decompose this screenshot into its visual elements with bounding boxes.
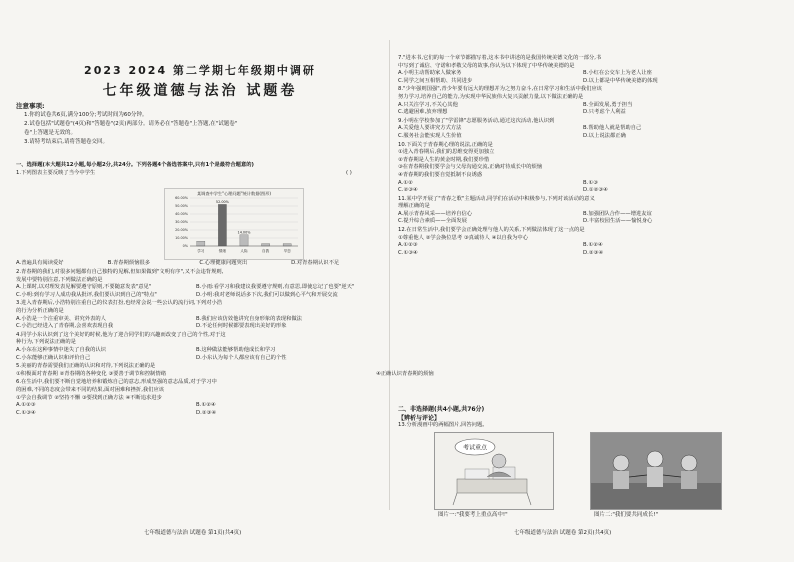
options-row	[398, 242, 776, 257]
answer-option[interactable]: A.小明主动帮助家人做家务	[398, 70, 462, 77]
right-question-list	[398, 54, 776, 257]
cartoon-bubble-text: 考试重点	[462, 444, 488, 452]
answer-option[interactable]: B.小红在公交车上为老人让座	[583, 70, 652, 77]
chart-ytick-label: 60.00%	[175, 196, 188, 201]
question-line: ②青春期是人生的黄金时期,我们要珍惜	[398, 156, 490, 163]
chart-ytick-label: 50.00%	[175, 204, 188, 209]
answer-option[interactable]: A.小浩是一个注重审美、讲究外表的人	[16, 315, 106, 322]
bar-chart-svg	[164, 188, 304, 260]
left-question-4	[16, 379, 384, 417]
question-line: 7."进本书,它们的每一个章节都描写着,这本书中讲述的是我国传统美德文化的一部分,书	[398, 55, 602, 61]
answer-option[interactable]: B.①②④	[583, 242, 603, 249]
cartoon-caption-2: 图片二:"我们要共同成长!"	[594, 512, 659, 518]
section-one	[16, 162, 384, 177]
option-row	[16, 260, 384, 268]
cartoon-group-illustration	[591, 433, 721, 509]
answer-option[interactable]: C.提升综合素质——全面发展	[398, 218, 467, 225]
q1-option-d[interactable]: D.对青春期认识不足	[291, 260, 340, 266]
chart-value-label: 52.00%	[215, 200, 229, 205]
answer-option[interactable]: D.丰富校园生活——愉悦身心	[583, 218, 653, 225]
question-line: 种行为,下列说法正确的是	[16, 339, 76, 346]
question-1-text: 1.下列图表主要反映了当今中学生	[16, 169, 96, 176]
question-1-paren: ( )	[346, 169, 352, 176]
left-question-0	[16, 269, 384, 299]
question-line: 8."少年强则国强",青少年要有远大的理想并为之努力奋斗,在日常学习和生活中我们应该	[398, 86, 602, 93]
answer-option[interactable]: A.①②③	[398, 242, 418, 249]
answer-option[interactable]: B.这种做法能够帮助他成长和学习	[196, 346, 276, 353]
notes-item: 3.请特考结束后,请将答题卷交回。	[24, 139, 108, 145]
right-question-2	[398, 118, 776, 141]
answer-option[interactable]: A.小东在这种事情中迷失了自我的认识	[16, 346, 106, 353]
question-1-options	[16, 260, 384, 268]
question-line: 11.某中学开展了"青春之歌"主题活动,同学们在活动中积极参与,下列对该活动的意义	[398, 195, 595, 202]
exam-title: 2023 2024 第二学期七年级期中调研	[84, 64, 316, 77]
question-line: 2.青春期的我们,对很多问题都有自己独特的见解,但如果做到"文明有序",又不会违背规则,	[16, 269, 224, 275]
question-line: 3.进入青春期后,小浩特别注重自己的仪表打扮,也经常会说一些公认的流行词,下列对小浩	[16, 300, 223, 307]
question-line: 的行为分析正确的是	[16, 307, 64, 314]
answer-option[interactable]: B.加强团队合作——增进友谊	[583, 210, 652, 217]
right-question-4	[398, 196, 776, 226]
answer-option[interactable]: C.小东能够正确认识和评价自己	[16, 354, 91, 361]
answer-option[interactable]: C.同学之间互相帮助、共同进步	[398, 77, 473, 84]
answer-option[interactable]: C.①③④	[398, 249, 418, 256]
answer-option[interactable]: D.小东认为每个人都应该有自己的个性	[196, 354, 287, 361]
question-line: 12.在日常生活中,我们要学会正确处理与他人的关系,下列做法体现了这一点的是	[398, 227, 585, 234]
answer-option[interactable]: B.全面发展,勇于担当	[583, 101, 633, 108]
answer-option[interactable]: A.上课时,以对理发表见解要遵守原则,不要随意发表"意见"	[16, 284, 152, 291]
chart-category-label: 早恋	[283, 249, 291, 253]
options-row	[16, 347, 384, 362]
question-line: ④青春期的我们要自觉抵制不良诱惑	[398, 171, 483, 178]
answer-option[interactable]: D.只考虑个人利益	[583, 109, 626, 116]
chart-ytick-label: 0%	[182, 244, 188, 249]
question-line: 的困难,不同的态度会带来不同的结果,面对困难和挫折,我们应该	[16, 386, 165, 393]
answer-option[interactable]: A.①②③	[16, 402, 36, 409]
chart-bar	[218, 204, 226, 246]
cartoon-image-1	[434, 432, 554, 510]
right-column	[394, 0, 780, 562]
options-row	[398, 180, 776, 195]
cartoon-image-2	[590, 432, 722, 510]
chart-ytick-label: 20.00%	[175, 228, 188, 233]
left-question-1	[16, 300, 384, 330]
answer-option[interactable]: C.①③④	[16, 409, 36, 416]
right-question-1	[398, 86, 776, 116]
notes-item: 1.你的试卷共6页,满分100分;考试时间为60分钟。	[24, 112, 148, 118]
question-line: 中写到了诚信、守诺和孝敬父母的故事,你认为以下体现了中华传统美德的是	[398, 62, 575, 69]
section-one-heading: 一、选择题(本大题共12小题,每小题2分,共24分。下列各题4个备选答案中,只有1个是最符合题意的)	[16, 162, 254, 168]
q1-option-a[interactable]: A.普遍具有阅读爱好	[16, 260, 64, 266]
options-row	[398, 211, 776, 226]
answer-option[interactable]: A.只关注学习,不关心其他	[398, 101, 458, 108]
chart-category-label: 人际	[240, 249, 248, 253]
footer-right: 七年级道德与法治 试题卷 第2页(共4页)	[514, 530, 612, 536]
chart-category-label: 学习	[197, 249, 205, 253]
left-question-3	[16, 363, 434, 378]
left-question-list	[16, 268, 434, 417]
answer-option[interactable]: B.小雨:看学习和我建议我要遵守规则,有意思,即使忘记了也要"逆天"	[196, 284, 355, 291]
footer-left: 七年级道德与法治 试题卷 第1页(共4页)	[144, 530, 242, 536]
q1-option-c[interactable]: C.心理健康问题突出	[199, 260, 248, 266]
answer-option[interactable]: ①积极面对青春期 ②青春期的各种变化 ③要善于调节和控制情绪	[16, 370, 167, 377]
answer-option[interactable]: B.①③	[583, 179, 598, 186]
answer-option[interactable]: C.小浩已经进入了青春期,会喜欢表现自我	[16, 323, 114, 330]
chart-ytick-label: 40.00%	[175, 212, 188, 217]
chart-bar	[240, 235, 248, 246]
exam-subtitle: 七年级道德与法治 试题卷	[102, 83, 298, 99]
chart-category-label: 情绪	[218, 249, 226, 253]
question-line: 9.小明在学校参加了"学雷锋"志愿服务活动,通过这次活动,他认识到	[398, 117, 555, 124]
question-line: ①学会自我调节 ②坚持不懈 ③要找到正确方法 ④不断追求进步	[16, 394, 162, 401]
answer-option[interactable]: A.展示青春风采——培养自信心	[398, 210, 473, 217]
answer-option[interactable]: A.①②	[398, 179, 413, 186]
notes-item: 2.试卷包括"试题卷"(4页)和"答题卷"(2页)两部分。请务必在"答题卷"上答题,在"试题卷"	[24, 121, 238, 127]
section-two-sub: 【辨析与评论】	[398, 415, 441, 422]
answer-option[interactable]: C.服务社会能实现人生价值	[398, 132, 462, 139]
options-row	[398, 70, 776, 85]
chart-bar	[261, 244, 269, 246]
question-line: 6.在生活中,我们要不断自觉地培养和锻炼自己的意志,形成坚强的意志品质,对于学习中	[16, 379, 217, 386]
answer-option[interactable]: D.小明:我对老师说话多下次,我们可以做到心平气和开展交流	[196, 291, 338, 298]
chart-ytick-label: 30.00%	[175, 220, 188, 225]
options-row	[16, 402, 384, 417]
chart-ytick-label: 10.00%	[175, 236, 188, 241]
cartoon-caption-1: 图片一:"我要考上重点高中!"	[438, 512, 508, 518]
q1-option-b[interactable]: B.青春期烦恼很多	[107, 260, 151, 266]
answer-option[interactable]: A.关爱他人要讲究方式方法	[398, 125, 462, 132]
answer-option[interactable]: B.帮助他人就是帮助自己	[583, 125, 642, 132]
question-line: 努力学习,培养自己的能力,为实现中华民族伟大复兴贡献力量,以下做法正确的是	[398, 93, 584, 100]
answer-option[interactable]: C.②③④	[398, 187, 418, 194]
bar-chart	[164, 188, 304, 260]
right-question-3	[398, 142, 776, 195]
answer-option[interactable]: D.①②③④	[583, 187, 608, 194]
answer-option[interactable]: D.②③④	[196, 409, 217, 416]
answer-option[interactable]: B.①②④	[196, 402, 216, 409]
options-row	[16, 370, 434, 379]
cartoon-study-illustration	[435, 433, 553, 509]
chart-bar	[283, 244, 291, 246]
question-line: 理解正确的是	[398, 203, 430, 210]
answer-option[interactable]: C.小明:到有学习人成功我从批评,我们要认识到自己的"特点"	[16, 291, 157, 298]
chart-bar	[197, 241, 205, 246]
question-line: 4.同学小东认识到了这个美好的时候,他为了迎合同学们的兴趣而改变了自己的个性,对于这	[16, 331, 226, 338]
right-question-5	[398, 227, 776, 257]
answer-option[interactable]: D.以上都是中华传统美德的体现	[583, 77, 658, 84]
notes-item: 卷"上答题是无效的。	[24, 130, 77, 136]
question-line: 发展中要特别注意,下列做法正确的是	[16, 276, 103, 283]
question-line: ①进入青春期后,我们的思维变得更加独立	[398, 149, 495, 156]
right-question-0	[398, 55, 776, 85]
question-13-stem: 13.分析漫画中的两幅图片,回答问题。	[398, 422, 488, 428]
chart-value-label: 14.00%	[237, 230, 251, 235]
question-line: 5.美丽的青春需要我们正确的认识和对待,下列说法正确的是	[16, 363, 156, 370]
notes-heading: 注意事项:	[16, 102, 45, 110]
question-line: ③在青春期我们要学会与父母沟通交流,正确对待成长中的烦恼	[398, 164, 543, 171]
answer-option[interactable]: D.以上说法都正确	[583, 132, 626, 139]
answer-option[interactable]: ④正确认识青春期的烦恼	[376, 370, 434, 377]
options-row	[398, 102, 776, 117]
options-row	[16, 316, 384, 331]
left-question-2	[16, 332, 384, 362]
options-row	[16, 284, 384, 299]
answer-option[interactable]: C.逃避困难,放弃理想	[398, 109, 448, 116]
question-line: ①尊重他人 ②学会换位思考 ③真诚待人 ④以自我为中心	[398, 234, 528, 241]
column-divider	[389, 40, 390, 510]
answer-option[interactable]: D.不论任何时候都要表现出美好的形象	[196, 323, 287, 330]
options-row	[398, 125, 776, 140]
chart-title: 某调查中学生"心理问题"统计数据(图形)	[196, 191, 272, 196]
answer-option[interactable]: D.②③④	[583, 249, 604, 256]
question-line: 10.下面关于青春期心理的说法,正确的是	[398, 141, 493, 148]
answer-option[interactable]: B.我们应该仿效他讲究自身形象的表现和做法	[196, 315, 302, 322]
question-1-stem	[16, 170, 384, 178]
notes-list	[24, 111, 384, 147]
section-two-heading: 二、非选择题(共4小题,共76分)	[398, 406, 485, 413]
chart-category-label: 自我	[262, 249, 270, 253]
